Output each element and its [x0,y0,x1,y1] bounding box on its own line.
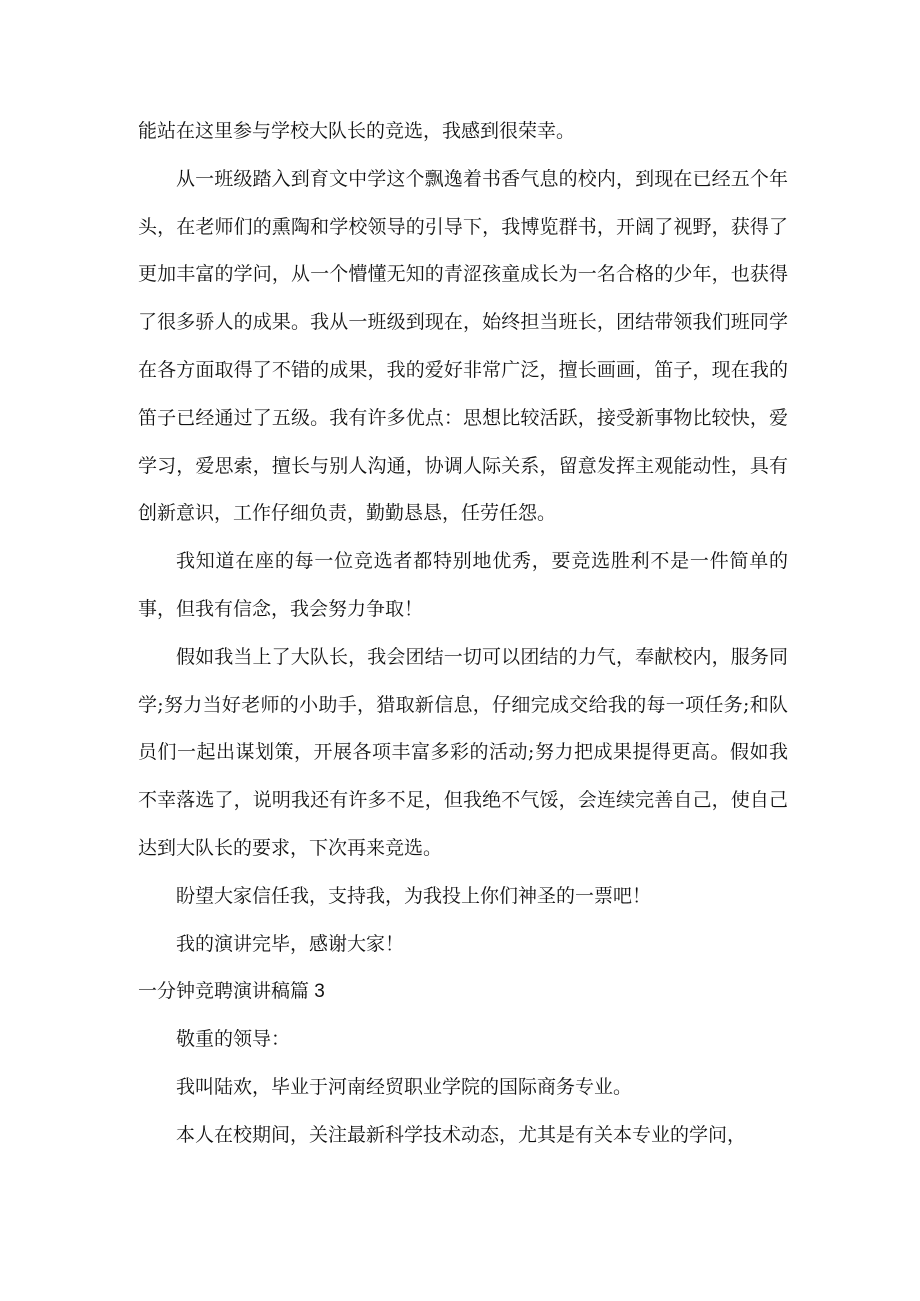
section-paragraph-2: 我叫陆欢，毕业于河南经贸职业学院的国际商务专业。 [176,1075,633,1098]
paragraph-4: 假如我当上了大队长，我会团结一切可以团结的力气，奉献校内，服务同学;努力当好老师的小助手，猎取新信息，仔细完成交给我的每一项任务;和队员们一起出谋划策，开展各项丰富多彩的活动;努力把成果提得更高。假如我不幸落选了，说明我还有许多不足，但我绝不气馁，会连续完善自己，使自己达到大队长的要求，下次再来竞选。 [138,645,788,859]
paragraph-2: 从一班级踏入到育文中学这个飘逸着书香气息的校内，到现在已经五个年头，在老师们的熏陶和学校领导的引导下，我博览群书，开阔了视野，获得了更加丰富的学问，从一个懵懂无知的青涩孩童成长为一名合格的少年，也获得了很多骄人的成果。我从一班级到现在，始终担当班长，团结带领我们班同学在各方面取得了不错的成果，我的爱好非常广泛，擅长画画，笛子，现在我的笛子已经通过了五级。我有许多优点：思想比较活跃，接受新事物比较快，爱学习，爱思索，擅长与别人沟通，协调人际关系，留意发挥主观能动性，具有创新意识，工作仔细负责，勤勤恳恳，任劳任怨。 [138,167,788,525]
paragraph-6: 我的演讲完毕，感谢大家！ [176,932,405,955]
paragraph-3: 我知道在座的每一位竞选者都特别地优秀，要竞选胜利不是一件简单的事，但我有信念，我会努力争取！ [138,550,788,620]
section-heading: 一分钟竞聘演讲稿篇 3 [138,981,325,1003]
document-body [138,108,788,1160]
paragraph-1: 能站在这里参与学校大队长的竞选，我感到很荣幸。 [138,120,576,142]
paragraph-5: 盼望大家信任我，支持我，为我投上你们神圣的一票吧！ [176,884,652,907]
section-paragraph-1: 敬重的领导： [176,1028,291,1051]
section-paragraph-3: 本人在校期间，关注最新科学技术动态，尤其是有关本专业的学问， [176,1123,747,1146]
